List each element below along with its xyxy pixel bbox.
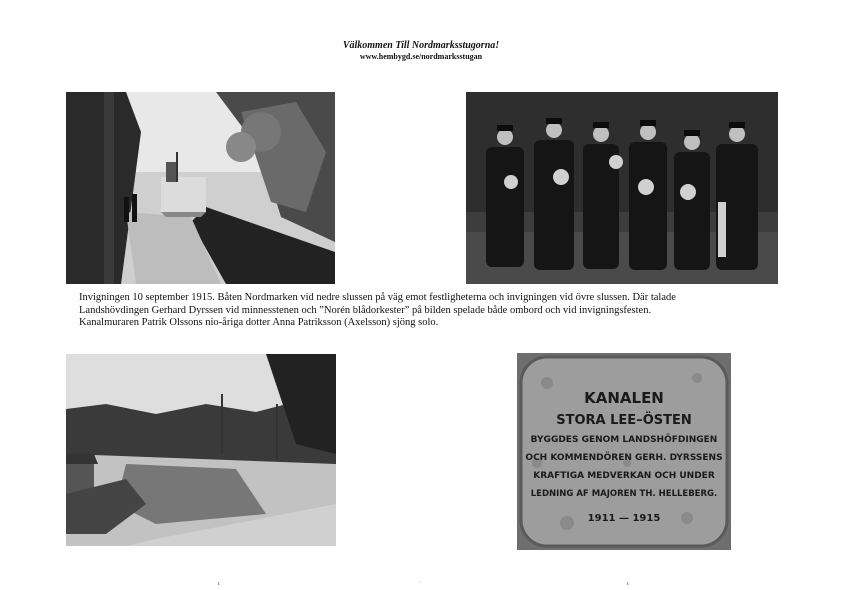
- page-header: [0, 40, 842, 62]
- stone-inscription-line: KANALEN: [584, 389, 664, 407]
- photo-caption: [79, 292, 779, 330]
- caption-line: Kanalmuraren Patrik Olssons nio-åriga dotter Anna Patriksson (Axelsson) sjöng solo.: [79, 317, 439, 328]
- stone-inscription-line: STORA LEE–ÖSTEN: [556, 413, 692, 428]
- stone-inscription-line: OCH KOMMENDÖREN GERH. DYRSSENS: [525, 453, 723, 463]
- stone-inscription-line: 1911 — 1915: [587, 513, 661, 524]
- website-url: www.hembygd.se/nordmarksstugan: [359, 52, 483, 61]
- fold-mark: ı: [627, 581, 629, 587]
- photo-boat-at-lock: [66, 92, 335, 284]
- photo-brass-band: [466, 92, 778, 284]
- caption-line: Invigningen 10 september 1915. Båten Nordmarken vid nedre slussen på väg emot festligheterna och invigningen vid övre slussen. Där talade: [79, 292, 676, 303]
- caption-line: Landshövdingen Gerhard Dyrssen vid minnesstenen och ”Norén blådorkester” på bilden spelade både ombord och vid invigningsfesten.: [79, 304, 652, 316]
- page-title: Välkommen Till Nordmarksstugorna!: [342, 40, 500, 51]
- photo-memorial-stone: [517, 353, 731, 550]
- fold-mark: ·: [419, 580, 421, 586]
- fold-mark: ı: [218, 581, 220, 587]
- stone-inscription-line: BYGGDES GENOM LANDSHÖFDINGEN: [530, 435, 718, 445]
- stone-inscription-line: LEDNING AF MAJOREN TH. HELLEBERG.: [530, 489, 718, 499]
- stone-inscription-line: KRAFTIGA MEDVERKAN OCH UNDER: [533, 471, 715, 481]
- photo-inauguration-festival: [66, 354, 336, 546]
